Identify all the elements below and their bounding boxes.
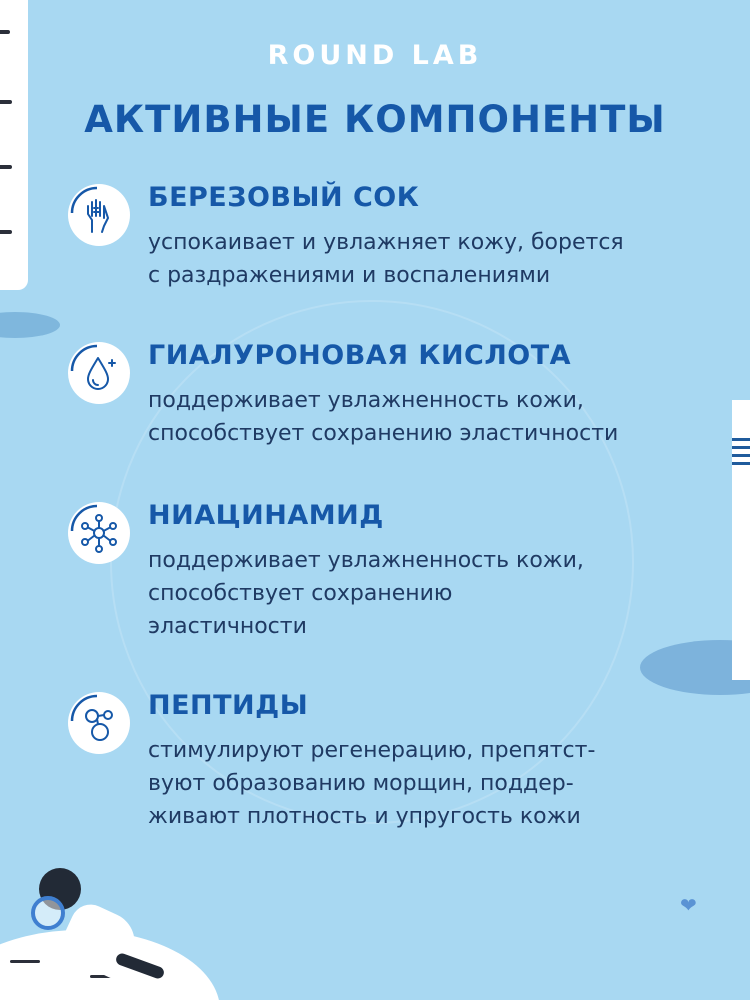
ingredient-title: БЕРЕЗОВЫЙ СОК xyxy=(148,182,420,213)
ingredient-description: поддерживает увлажненность кожи, способствует сохранению эластичности xyxy=(148,388,619,446)
puddle-left xyxy=(0,312,60,338)
icon-ring xyxy=(64,498,130,564)
icon-ring xyxy=(64,180,130,246)
heart-icon: ❤ xyxy=(680,893,697,917)
icon-ring xyxy=(64,688,130,754)
ingredient-description: успокаивает и увлажняет кожу, борется с раздражениями и воспалениями xyxy=(148,230,624,288)
scientist-illustration xyxy=(25,860,175,1000)
ingredient-title: ПЕПТИДЫ xyxy=(148,690,309,721)
ingredient-title: НИАЦИНАМИД xyxy=(148,500,384,531)
magnifier-icon xyxy=(31,896,65,930)
ingredient-title: ГИАЛУРОНОВАЯ КИСЛОТА xyxy=(148,340,572,371)
icon-ring xyxy=(64,338,130,404)
page-title: АКТИВНЫЕ КОМПОНЕНТЫ xyxy=(84,98,666,141)
ingredient-description: поддерживает увлажненность кожи, способствует сохранению эластичности xyxy=(148,548,584,639)
ingredient-description: стимулируют регенерацию, препятст- вуют образованию морщин, поддер- живают плотность и упругость кожи xyxy=(148,738,596,829)
brand-logo: ROUND LAB xyxy=(267,40,483,71)
